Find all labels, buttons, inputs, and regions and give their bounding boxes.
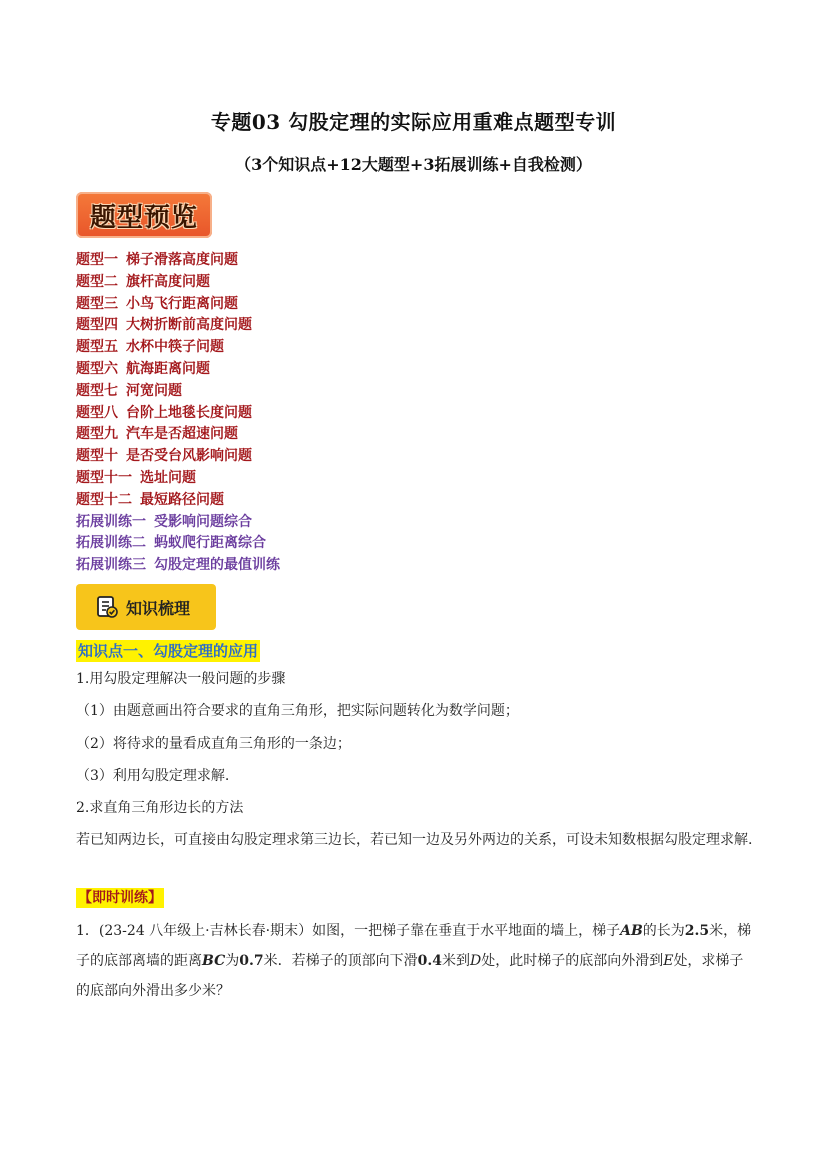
toc-item-label: 拓展训练三	[76, 557, 146, 574]
toc-item	[76, 294, 676, 316]
question-text: 的长为	[642, 923, 685, 939]
knowledge-banner-label: 知识梳理	[126, 598, 191, 618]
toc-item-label: 题型八	[76, 404, 118, 421]
toc-item	[76, 381, 676, 403]
value-slide: 0.4	[417, 953, 442, 969]
question-text: 1．(23-24 八年级上·吉林长春·期末）如图，一把梯子靠在垂直于水平地面的墙上，梯子	[76, 923, 621, 939]
math-d: D	[469, 953, 482, 969]
toc-item	[76, 359, 676, 381]
toc-item-text: 旗杆高度问题	[126, 273, 210, 290]
toc-item-text: 小鸟飞行距离问题	[126, 295, 238, 312]
question-text: 米．若梯子的顶部向下滑	[263, 953, 418, 969]
value-ab: 2.5	[684, 923, 710, 939]
toc-item	[76, 250, 676, 272]
toc-item	[76, 424, 676, 446]
toc-item-text: 河宽问题	[126, 382, 182, 399]
kp-step-1: （1）由题意画出符合要求的直角三角形，把实际问题转化为数学问题；	[76, 703, 519, 719]
kp-step-3: （3）利用勾股定理求解.	[76, 768, 230, 784]
toc-item-text: 水杯中筷子问题	[126, 339, 224, 356]
toc-item	[76, 337, 676, 359]
math-bc: BC	[202, 953, 226, 969]
toc-item-label: 题型五	[76, 339, 118, 356]
toc-item-label: 题型二	[76, 273, 118, 290]
toc-item-text: 梯子滑落高度问题	[126, 252, 238, 268]
toc-item-label: 拓展训练二	[76, 535, 146, 552]
math-ab: AB	[620, 923, 643, 939]
toc-item-label: 题型七	[76, 382, 118, 399]
value-bc: 0.7	[239, 953, 264, 969]
toc-item	[76, 446, 676, 468]
toc-item-label: 题型三	[76, 295, 118, 312]
toc-item	[76, 272, 676, 294]
toc-item-label: 题型六	[76, 360, 118, 377]
question-1	[76, 916, 756, 1006]
question-text: 米，梯子的底部离墙的距离	[76, 923, 752, 969]
toc-item-label: 题型九	[76, 426, 118, 443]
toc-item-label: 拓展训练一	[76, 513, 146, 530]
toc-item-text: 蚂蚁爬行距离综合	[154, 535, 266, 552]
question-types-banner-label: 题型预览	[89, 202, 198, 233]
toc-item	[76, 468, 676, 490]
page-title: 专题03 勾股定理的实际应用重难点题型专训	[210, 110, 617, 134]
toc-item-text: 受影响问题综合	[154, 513, 252, 530]
kp-step-2: （2）将待求的量看成直角三角形的一条边；	[76, 736, 351, 752]
toc-item-text: 是否受台风影响问题	[126, 448, 252, 465]
document-check-icon	[96, 596, 118, 618]
math-e: E	[663, 953, 674, 969]
toc-item	[76, 315, 676, 337]
knowledge-point-heading: 知识点一、勾股定理的应用	[78, 642, 259, 660]
toc-item-text: 大树折断前高度问题	[126, 317, 252, 334]
toc-item	[76, 533, 676, 555]
page-subtitle: （3个知识点+12大题型+3拓展训练+自我检测）	[235, 155, 592, 174]
table-of-contents	[76, 250, 676, 577]
kp-line-steps: 1.用勾股定理解决一般问题的步骤	[76, 671, 286, 687]
practice-label: 【即时训练】	[78, 890, 162, 906]
toc-item	[76, 403, 676, 425]
question-text: 为	[225, 953, 240, 969]
toc-item	[76, 490, 676, 512]
knowledge-banner	[76, 584, 216, 630]
toc-item-text: 选址问题	[140, 469, 196, 486]
kp-paragraph: 若已知两边长，可直接由勾股定理求第三边长，若已知一边及另外两边的关系，可设未知数根据勾股定理求解.	[76, 832, 753, 848]
toc-item-label: 题型四	[76, 317, 118, 334]
question-types-banner	[76, 192, 212, 238]
toc-item	[76, 555, 676, 577]
toc-item-text: 勾股定理的最值训练	[154, 557, 280, 574]
toc-item	[76, 512, 676, 534]
toc-item-text: 航海距离问题	[126, 360, 210, 377]
toc-item-text: 汽车是否超速问题	[126, 426, 238, 443]
toc-item-label: 题型十一	[76, 469, 132, 486]
question-text: 处，求梯子的底部向外滑出多少米？	[76, 953, 744, 999]
toc-item-label: 题型十二	[76, 491, 132, 508]
toc-item-text: 台阶上地毯长度问题	[126, 404, 252, 421]
question-text: 处，此时梯子的底部向外滑到	[481, 953, 664, 969]
toc-item-label: 题型十	[76, 448, 118, 465]
toc-item-text: 最短路径问题	[140, 491, 224, 508]
toc-item-label: 题型一	[76, 252, 118, 268]
kp-line-method: 2.求直角三角形边长的方法	[76, 800, 244, 816]
question-text: 米到	[441, 953, 470, 969]
